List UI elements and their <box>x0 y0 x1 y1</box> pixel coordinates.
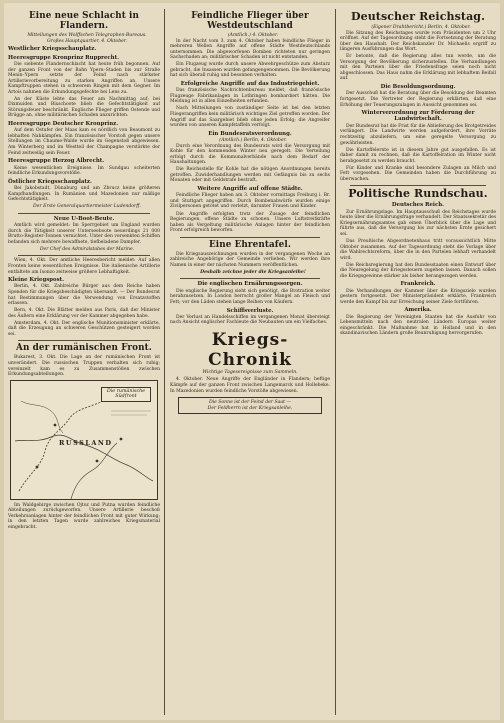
section-heading: Die Besoldungsordnung. <box>380 84 456 91</box>
column-middle <box>170 9 330 715</box>
paragraph: Die Reichsstelle für Kohle hat die nötigen Anordnungen bereits getroffen. Zuwiderhandlungen werden mit Gefängnis bis zu sechs Monaten oder mit Geldstrafe bestraft. <box>170 167 330 184</box>
paragraph: Für Kinder und Kranke sind besondere Zulagen an Milch und Fett vorgesehen. Die Gemeinden haben die Durchführung zu überwachen. <box>340 165 496 182</box>
dateline: (Amtlich.) 4. Oktober. <box>227 33 279 38</box>
paragraph: Ein Flugzeug wurde durch unsere Abwehrgeschütze zum Absturz gebracht, die Insassen wurden gefangengenommen. Die Bevölkerung hat sich überall ruhig und besonnen verhalten. <box>170 62 330 79</box>
section-heading: Kleine Kriegspost. <box>8 277 65 284</box>
paragraph: Wien, 4. Okt. Der amtliche Heeresbericht meldet: Auf allen Fronten keine wesentlichen Ereignisse. Die italienische Artillerie entfaltete am Isonzo zeitweise größere Lebhaftigkeit. <box>8 258 160 275</box>
section-heading: Die englischen Ernährungssorgen. <box>197 281 303 288</box>
paragraph: Das französische Nachrichtenbureau meldet, daß französische Flugzeuge Fabrikanlagen in Lothringen bombardiert hätten. Die Meldung ist in allen Einzelheiten erfunden. <box>170 88 330 105</box>
paragraph: Der Verlust an Handelsschiffen im vergangenen Monat übersteigt nach Ansicht englischer Fachleute die Neubauten um ein Vielfaches. <box>170 314 330 326</box>
kriegs-chronik-masthead <box>172 330 328 375</box>
paragraph: Die siebente Flandernschlacht hat heute früh begonnen. Auf der ganzen Front von der Bahn Ypern–Staden bis zur Straße Menin–Ypern setzte der Feind nach stärkster Artillerievorbereitung zu starken Angriffen an. Unsere Kampftruppen stehen in schwerem Ringen mit dem Gegner. Im Artois nahmen die Erkundungsgefechte bei Lens zu. <box>8 62 160 95</box>
paragraph: Die Reichsregierung hat den Bundesstaaten einen Entwurf über die Neuregelung der Kriegssteuern zugehen lassen. Danach sollen die Kriegsgewinne stärker als bisher herangezogen werden. <box>340 262 496 279</box>
divider <box>350 185 486 186</box>
paragraph: Nach Mitteilungen von zuständiger Seite ist bei den letzten Fliegerangriffen kein militärisch wichtiges Ziel getroffen worden. Der Angriff auf das Saargebiet blieb ohne jeden Erfolg; die Angreifer wurden von unseren Kampfstaffeln verfolgt. <box>170 106 330 129</box>
headline-rundschau: Politische Rundschau. <box>348 187 488 201</box>
paragraph: Die Kartoffelernte ist in diesem Jahre gut ausgefallen. Es ist daher damit zu rechnen, daß die Kartoffelration im Winter nicht herabgesetzt zu werden braucht. <box>340 147 496 164</box>
paragraph: Amsterdam, 4. Okt. Der englische Munitionsminister erklärte, daß die Erzeugung an schweren Geschützen gesteigert worden sei. <box>8 320 160 337</box>
dateline: (Amtlich.) Berlin, 4. Oktober. <box>219 138 287 144</box>
paragraph: Die Regierung der Vereinigten Staaten hat die Ausfuhr von Lebensmitteln nach den neutralen Ländern Europas weiter eingeschränkt. Die Maßnahme hat in Holland und in den skandinavischen Ländern große Beunruhigung hervorgerufen. <box>340 314 496 337</box>
section-heading: Amerika. <box>404 307 432 314</box>
motto-line: Der Feldherrn ist der Kriegsanleihe. <box>207 405 293 411</box>
paragraph: Die Sitzung des Reichstages wurde vom Präsidenten um 2 Uhr eröffnet. Auf der Tagesordnung steht die Fortsetzung der Beratung über den Haushalt. Der Reichskanzler Dr. Michaelis ergriff zu längeren Ausführungen das Wort. <box>340 30 496 53</box>
divider <box>18 213 150 214</box>
paragraph: Die Angriffe erfolgten trotz der Zusage der feindlichen Regierungen, offene Städte zu schonen. Unsere Luftstreitkräfte haben als Vergeltung militärische Anlagen hinter der feindlichen Front erfolgreich beworfen. <box>170 211 330 234</box>
front-map <box>10 380 158 500</box>
section-heading: Schiffsverluste. <box>226 307 274 314</box>
divider <box>18 255 150 256</box>
section-heading: Heeresgruppe Herzog Albrecht. <box>8 158 105 165</box>
paragraph: In der Nacht vom 3. zum 4. Oktober haben feindliche Flieger in mehreren Wellen Angriffe auf offene Städte Westdeutschlands unternommen. Die abgeworfenen Bomben richteten nur geringen Sachschaden an; militärischer Schaden ist nicht entstanden. <box>170 38 330 61</box>
signature: Der Erste Generalquartiermeister Ludendorff. <box>33 204 141 210</box>
paragraph: Die englische Regierung sieht sich genötigt, die Brotration weiter herabzusetzen. In London herrscht großer Mangel an Fleisch und Fett; vor den Läden stehen lange Reihen von Käufern. <box>170 288 330 305</box>
subtitle-wtb: Mitteilungen des Wolffschen Telegraphen-Bureaus. <box>27 33 147 38</box>
paragraph: Die Kriegsauszeichnungen wurden in der vergangenen Woche an zahlreiche Angehörige der Gemeinde verliehen. Wir werden ihre Namen in einer der nächsten Nummern veröffentlichen. <box>170 251 330 268</box>
paragraph: Das Preußische Abgeordnetenhaus tritt voraussichtlich Mitte Oktober zusammen. Auf der Tagesordnung steht die Vorlage über die Wahlrechtsreform, über die in den Parteien lebhaft verhandelt wird. <box>340 238 496 261</box>
column-rule <box>335 9 336 715</box>
paragraph: Bukarest, 3. Okt. Die Lage an der rumänischen Front ist unverändert. Die russischen Truppen verhalten sich ruhig; vereinzelt kam es zu Zusammenstößen zwischen Erkundungsabteilungen. <box>8 355 160 378</box>
section-heading: Heeresgruppe Deutscher Kronprinz. <box>8 120 119 127</box>
section-heading: Heeresgruppe Kronprinz Rupprecht. <box>8 54 119 61</box>
paragraph: Auf dem Ostufer der Maas kam es nördlich von Beaumont zu lebhaften Nahkämpfen. Ein französischer Vorstoß gegen unsere Stellungen im Chaume-Walde wurde im Gegenstoß abgewiesen. Am Winterberg und im Westteil der Champagne verstärkte der Feind zeitweilig sein Feuer. <box>8 128 160 156</box>
chronik-title: Kriegs-Chronik <box>208 330 292 370</box>
paragraph: Der Bundesrat hat die Frist für die Ablieferung des Brotgetreides verlängert. Die Landwirte werden aufgefordert, ihre Vorräte rechtzeitig abzuliefern, um eine geregelte Versorgung zu gewährleisten. <box>340 123 496 146</box>
paragraph: Berlin, 4. Okt. Zahlreiche Bürger aus dem Reiche haben Spenden für die Kriegsbeschädigten übersandt. — Der Bundesrat hat Bestimmungen über die Verwendung von Ersatzstoffen erlassen. <box>8 284 160 307</box>
paragraph: 4. Oktober. Neue Angriffe der Engländer in Flandern; heftige Kämpfe auf der ganzen Front zwischen Langemarck und Hollebeke. In Mazedonien wurden feindliche Vorstöße abgewiesen. <box>170 377 330 394</box>
section-heading: Östlicher Kriegsschauplatz. <box>8 178 92 185</box>
column-right <box>340 9 496 715</box>
section-heading: Neue U-Boot-Beute. <box>53 215 115 222</box>
headline-flieger: Feindliche Flieger über Westdeutschland <box>191 11 309 31</box>
section-heading: Weitere Angriffe auf offene Städte. <box>197 185 303 192</box>
headline-schlacht: Eine neue Schlacht in Flandern. <box>28 11 139 31</box>
dateline: Großes Hauptquartier, 4. Oktober. <box>46 38 128 44</box>
chronik-subtitle: Wichtige Tagesereignisse zum Sammeln. <box>202 370 298 375</box>
section-heading: Ein Bundesratsverordnung. <box>208 130 292 137</box>
paragraph: Durch eine Verordnung des Bundesrats wird die Versorgung mit Kohle für den kommenden Winter neu geregelt. Die Verteilung erfolgt durch die Kommunalverbände nach dem Bedarf der Haushaltungen. <box>170 143 330 166</box>
paragraph: Amtlich wird gemeldet: Im Sperrgebiet um England wurden durch die Tätigkeit unserer Unterseeboote neuerdings 21 000 Brutto-Register-Tonnen vernichtet. Unter den versenkten Schiffen befanden sich mehrere bewaffnete, tiefbeladene Dampfer. <box>8 223 160 245</box>
column-rule <box>164 9 165 715</box>
headline-reichstag: Deutscher Reichstag. <box>350 10 486 23</box>
paragraph: An der Küste lebte das Feuer am Nachmittag auf; bei Dixmuiden und Bixschoote blieb die Gefechtstätigkeit auf Störungsfeuer beschränkt. Englische Flieger griffen Ostende und Brügge an, ohne militärischen Schaden anzurichten. <box>8 96 160 119</box>
motto-line: Die Sonne ist der Feind der Saat — <box>208 400 292 406</box>
paragraph: Er betonte, daß die Regierung alles tun werde, um die Versorgung der Bevölkerung sicherzustellen. Die Verhandlungen mit den Parteien über die Friedensfrage seien noch nicht abgeschlossen. Das Haus nahm die Erklärung mit lebhaftem Beifall auf. <box>340 54 496 82</box>
divider <box>18 340 150 341</box>
paragraph: Zur Ernährungslage. Im Hauptausschuß des Reichstages wurde heute über die Ernährungsfrage verhandelt. Der Staatssekretär des Kriegsernährungsamtes gab einen Überblick über die Lage und führte aus, daß die Versorgung bis zur nächsten Ernte gesichert sei. <box>340 209 496 237</box>
map-title: Die rumänische Südfront <box>101 387 151 402</box>
section-heading: Deutsches Reich. <box>391 202 445 209</box>
paragraph: Feindliche Flieger haben am 3. Oktober vormittags Freiburg i. Br. und Stuttgart angegriffen. Durch Bombenabwürfe wurden einige Zivilpersonen getötet und verletzt, darunter Frauen und Kinder. <box>170 193 330 210</box>
section-heading: Winterverordnung zur Förderung der Landwirtschaft. <box>361 110 475 123</box>
signature: Der Chef des Admiralstabes der Marine. <box>39 246 135 252</box>
newspaper-page <box>4 3 500 720</box>
section-heading: Frankreich. <box>400 281 436 288</box>
section-heading: Westlicher Kriegsschauplatz. <box>8 46 97 53</box>
dateline: (Eigener Drahtbericht.) Berlin, 4. Oktober. <box>371 25 471 30</box>
divider <box>180 278 320 279</box>
map-label-russland: RUSSLAND <box>59 438 113 447</box>
headline-ehrentafel: Eine Ehrentafel. <box>209 239 291 250</box>
column-left <box>8 9 160 715</box>
motto-box <box>178 397 322 414</box>
paragraph: Der Ausschuß hat die Beratung über die Besoldung der Beamten fortgesetzt. Die Vertreter der Regierung erklärten, daß eine Erhöhung der Teuerungszulagen in Aussicht genommen sei. <box>340 91 496 108</box>
appeal: Deshalb zeichne jeder die Kriegsanleihe! <box>200 269 306 275</box>
paragraph: Im Waldgebirge zwischen Ojtoz und Putna wurden feindliche Abteilungen zurückgeworfen. Unsere Artillerie beschoß Verkehrsanlagen hinter der feindlichen Front mit guter Wirkung; in den letzten Tagen wurde zahlreiches Kriegsmaterial eingebracht. <box>8 502 160 530</box>
paragraph: Keine wesentlichen Ereignisse. Im Sundgau scheiterten feindliche Erkundungsvorstöße. <box>8 165 160 177</box>
paragraph: Die Verhandlungen der Kammer über die Kriegsziele wurden gestern fortgesetzt. Der Ministerpräsident erklärte, Frankreich werde den Kampf bis zur Erreichung seiner Ziele fortführen. <box>340 288 496 305</box>
paragraph: Bei Jakobstadt, Dünaburg und am Zbrucz keine größeren Kampfhandlungen. In Rumänien und Mazedonien nur mäßige Gefechtstätigkeit. <box>8 186 160 203</box>
divider <box>180 237 320 238</box>
paragraph: Bern, 4. Okt. Die Blätter melden aus Paris, daß der Minister des Äußern eine Erklärung vor der Kammer abgegeben habe. <box>8 308 160 319</box>
section-heading: Erfolgreiche Angriffe auf das Industriegebiet. <box>180 80 320 87</box>
headline-rumaenien: An der rumänischen Front. <box>16 343 152 354</box>
